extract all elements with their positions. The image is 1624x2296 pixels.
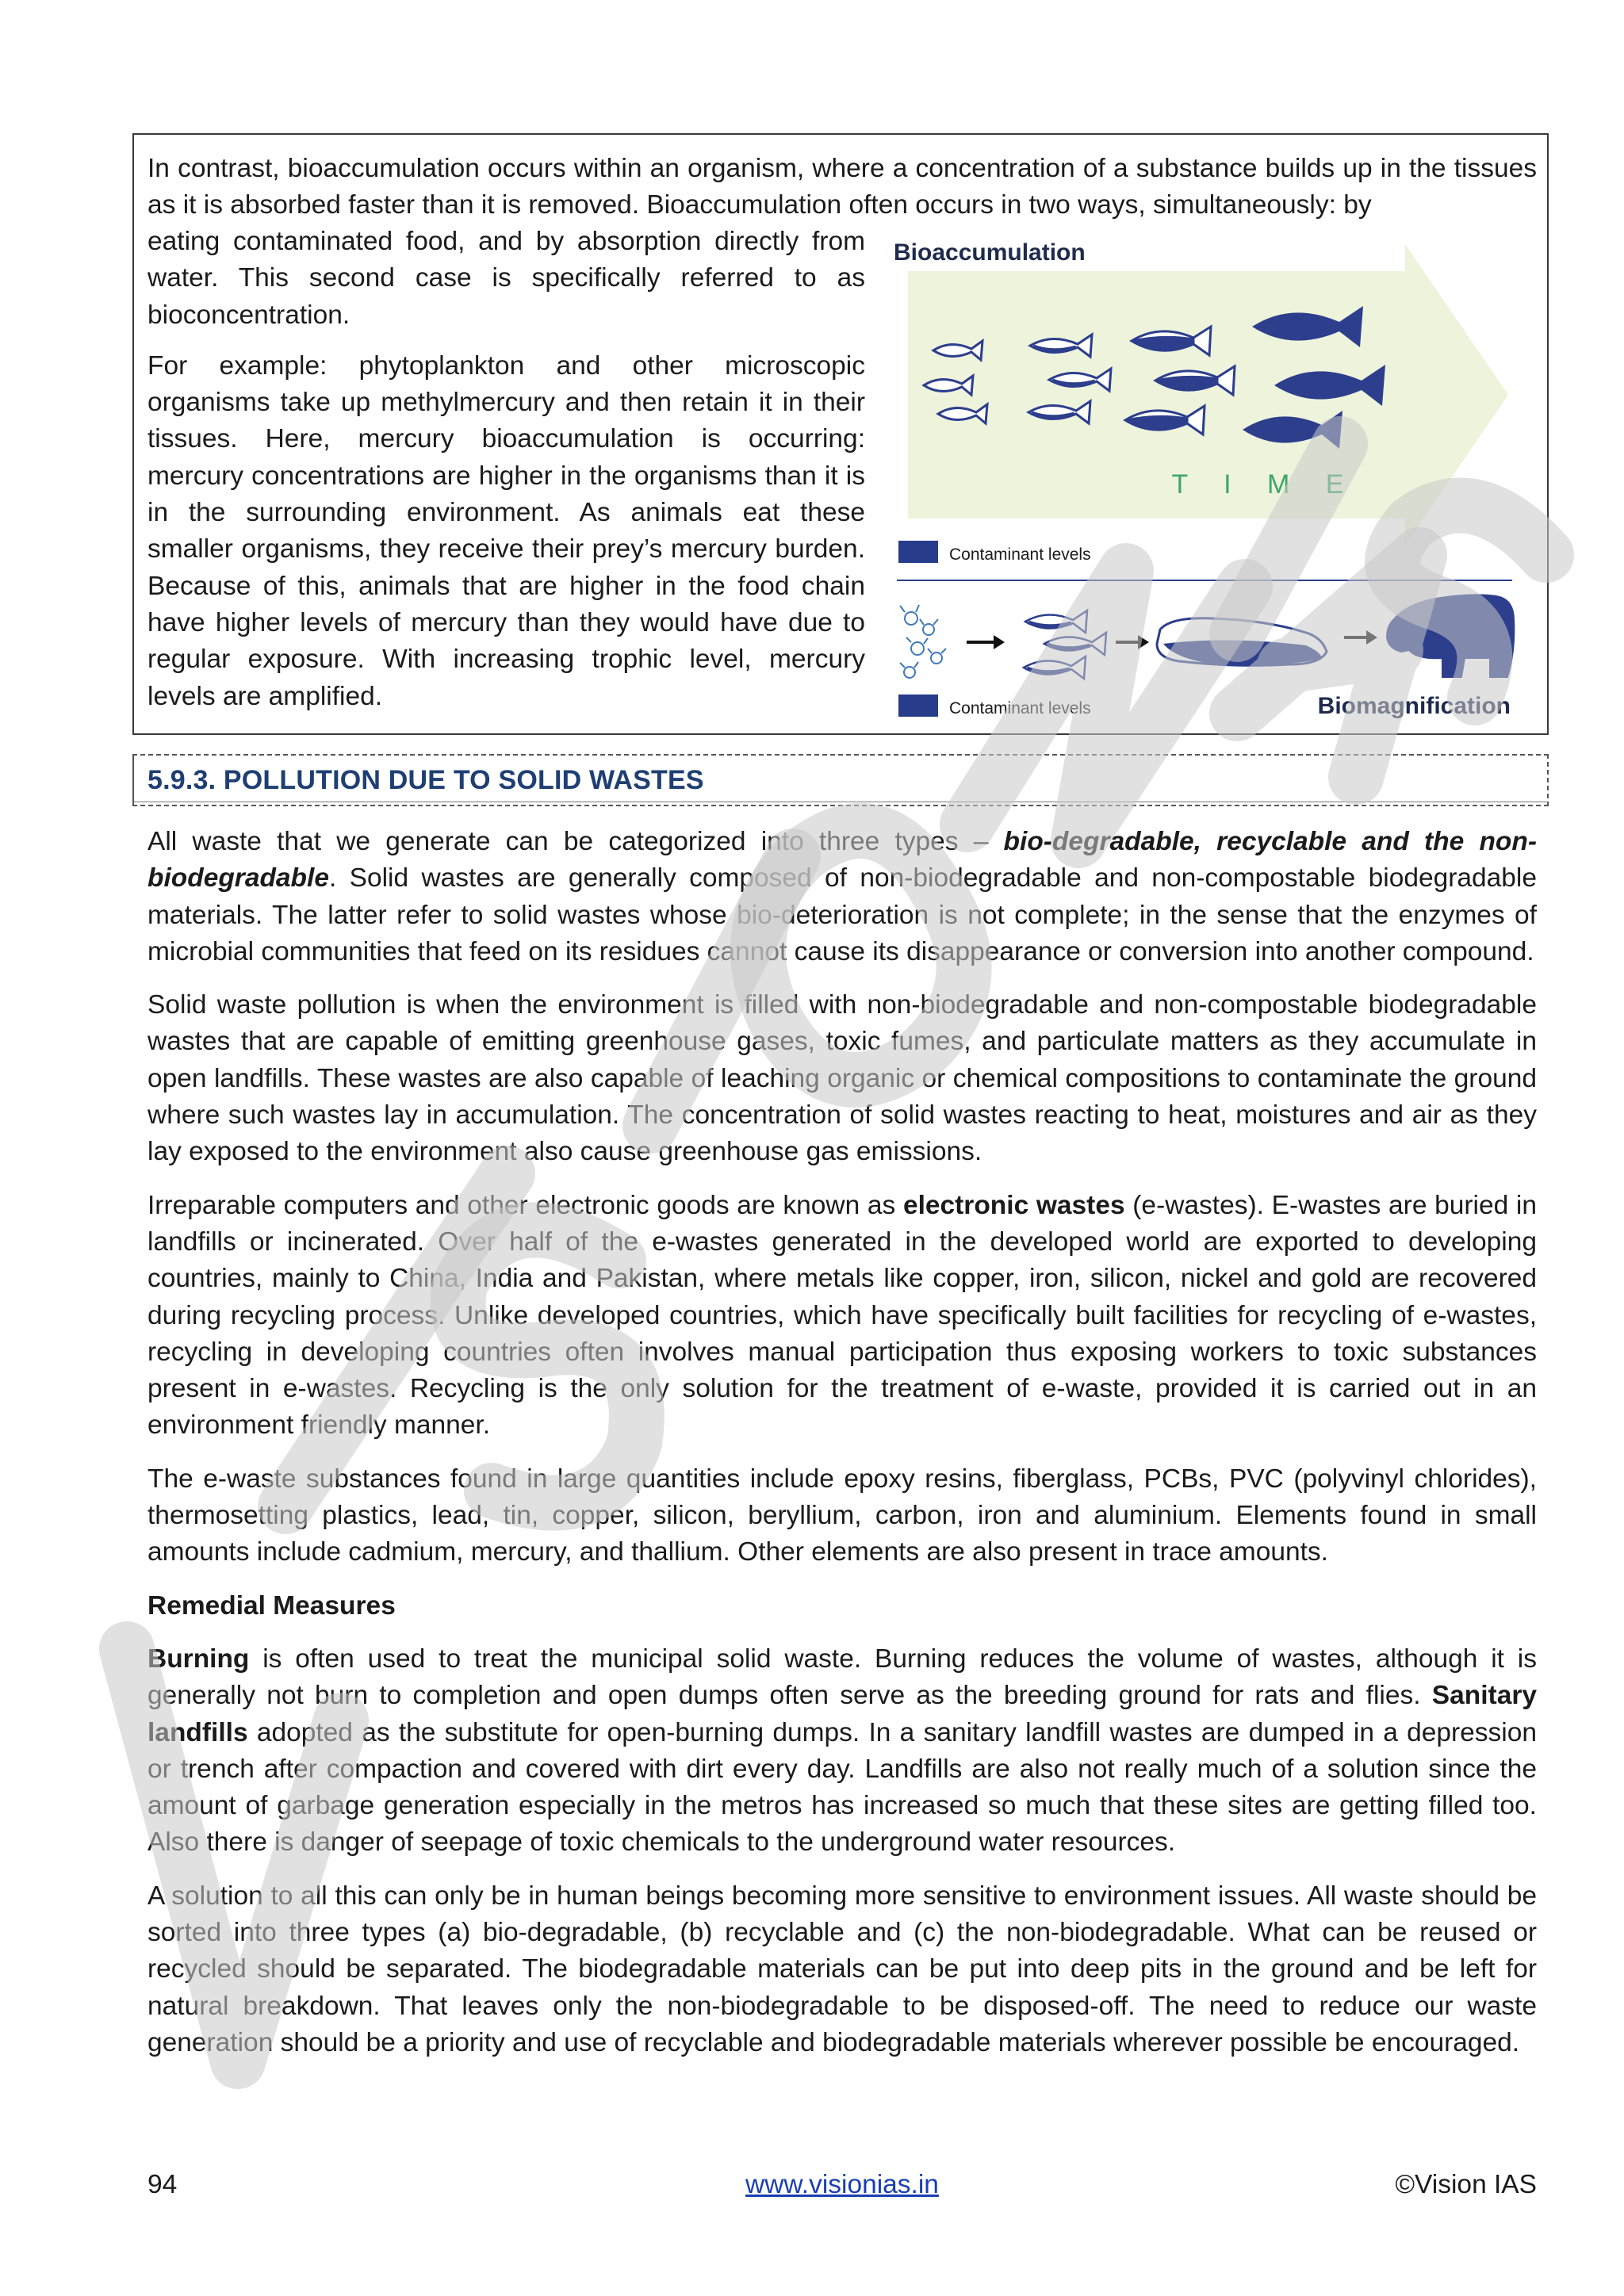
paragraph-e-waste-rest: (e-wastes). E-wastes are buried in landfills or incinerated. Over half of the e-wastes generated in the developed world are exported to developing countries, mainly to China, India and Pakistan, where metals like copper, iron, silicon, nickel and gold are recovered during recycling process. Unlike developed countries, which have specifically built facilities for recycling of e-wastes, recycling in developing countries often involves manual participation thus exposing workers to toxic substances present in e-wastes. Recycling is the only solution for the treatment of e-waste, provided it is carried out in an environment friendly manner.	[147, 1190, 1537, 1441]
box-paragraph-example: For example: phytoplankton and other microscopic organisms take up methylmercury and then retain it in their tissues. Here, mercury bioaccumulation is occurring: mercury concentrations are higher in the organisms than it is in the surrounding environment. As animals eat these smaller organisms, they receive their prey’s mercury burden. Because of this, animals that are higher in the food chain have higher levels of mercury than they would have due to regular exposure. With increasing trophic level, mercury levels are amplified.	[147, 350, 865, 711]
website-link[interactable]: www.visionias.in	[745, 2170, 939, 2199]
burning-term: Burning	[147, 1644, 250, 1674]
section-header	[132, 754, 1549, 806]
arrow-2-head-icon	[1138, 635, 1149, 649]
time-label: T I M E	[1171, 469, 1358, 499]
box-intro-text: In contrast, bioaccumulation occurs within an organism, where a concentration of a substance builds up in the tissues as it is absorbed faster than it is removed. Bioaccumulation often occurs in two ways, simultaneously: by	[147, 154, 1537, 220]
box-paragraph-bioconcentration: eating contaminated food, and by absorption directly from water. This second case is specifically referred to as bioconcentration.	[147, 227, 865, 330]
copyright: ©Vision IAS	[1395, 2170, 1537, 2199]
box-left-column	[147, 224, 865, 715]
bioaccumulation-title: Bioaccumulation	[894, 239, 1086, 266]
electronic-wastes-term: electronic wastes	[902, 1190, 1125, 1220]
arrow-3-head-icon	[1366, 630, 1377, 645]
paragraph-burning	[147, 1641, 1537, 1862]
small-fish-icon	[1024, 610, 1106, 679]
paragraph-waste-types-lead: All waste that we generate can be categorized into three types –	[147, 827, 1004, 856]
paragraph-waste-types-rest: . Solid wastes are generally composed of non-biodegradable and non-compostable biodegradable materials. The latter refer to solid wastes whose bio-deterioration is not complete; in the sense that the enzymes of microbial communities that feed on its residues cannot cause its disappearance or conversion into another compound.	[147, 863, 1537, 966]
paragraph-solid-waste-pollution: Solid waste pollution is when the environment is filled with non-biodegradable and non-compostable biodegradable wastes that are capable of emitting greenhouse gases, toxic fumes, and particulate matters as they accumulate in open landfills. These wastes are also capable of leaching organic or chemical compositions to contaminate the ground where such wastes lay in accumulation. The concentration of solid wastes reacting to heat, moistures and air as they lay exposed to the environment also cause greenhouse gas emissions.	[147, 990, 1537, 1167]
paragraph-e-waste-lead: Irreparable computers and other electronic goods are known as	[147, 1190, 903, 1220]
seal-icon	[1157, 618, 1327, 666]
food-chain	[900, 595, 1514, 679]
body-content	[147, 824, 1537, 2078]
page-number: 94	[147, 2170, 178, 2199]
paragraph-e-waste	[147, 1188, 1537, 1445]
waste-types-emphasis: bio-degradable, recyclable and the non-biodegradable	[147, 827, 1537, 894]
paragraph-waste-types	[147, 824, 1537, 970]
polar-bear-icon	[1387, 595, 1514, 677]
page-footer	[147, 2170, 1537, 2210]
arrow-1-head-icon	[994, 635, 1005, 649]
legend-label-bottom: Contaminant levels	[949, 699, 1091, 718]
legend-label-top: Contaminant levels	[949, 545, 1091, 564]
bioaccumulation-figure	[894, 224, 1528, 731]
section-title: 5.9.3. POLLUTION DUE TO SOLID WASTES	[147, 765, 704, 795]
legend-swatch-top	[898, 541, 938, 563]
paragraph-solution: A solution to all this can only be in human beings becoming more sensitive to environment issues. All waste should be sorted into three types (a) bio-degradable, (b) recyclable and (c) the non-biodegradable. What can be reused or recycled should be separated. The biodegradable materials can be put into deep pits in the ground and be left for natural breakdown. That leaves only the non-biodegradable to be disposed-off. The need to reduce our waste generation should be a priority and use of recyclable and biodegradable materials wherever possible be encouraged.	[147, 1881, 1537, 2057]
remedial-measures-heading: Remedial Measures	[147, 1590, 396, 1621]
paragraph-landfill-text: adopted as the substitute for open-burning dumps. In a sanitary landfill wastes are dumped in a depression or trench after compaction and covered with dirt every day. Landfills are also not really much of a solution since the amount of garbage generation especially in the metros has increased so much that these sites are getting filled too. Also there is danger of seepage of toxic chemicals to the underground water resources.	[147, 1717, 1537, 1858]
plankton-icon	[900, 605, 946, 678]
paragraph-burning-text: is often used to treat the municipal solid waste. Burning reduces the volume of wastes, although it is generally not burn to completion and open dumps often serve as the breeding ground for rats and flies.	[147, 1644, 1537, 1711]
biomagnification-title: Biomagnification	[1317, 693, 1511, 719]
time-arrow-background	[908, 244, 1508, 545]
legend-swatch-bottom	[898, 695, 938, 717]
sanitary-landfills-term: Sanitary landfills	[147, 1681, 1537, 1747]
paragraph-e-waste-substances: The e-waste substances found in large quantities include epoxy resins, fiberglass, PCBs, PVC (polyvinyl chlorides), thermosetting plastics, lead, tin, copper, silicon, beryllium, carbon, iron and aluminium. Elements found in small amounts include cadmium, mercury, and thallium. Other elements are also present in trace amounts.	[147, 1464, 1537, 1567]
